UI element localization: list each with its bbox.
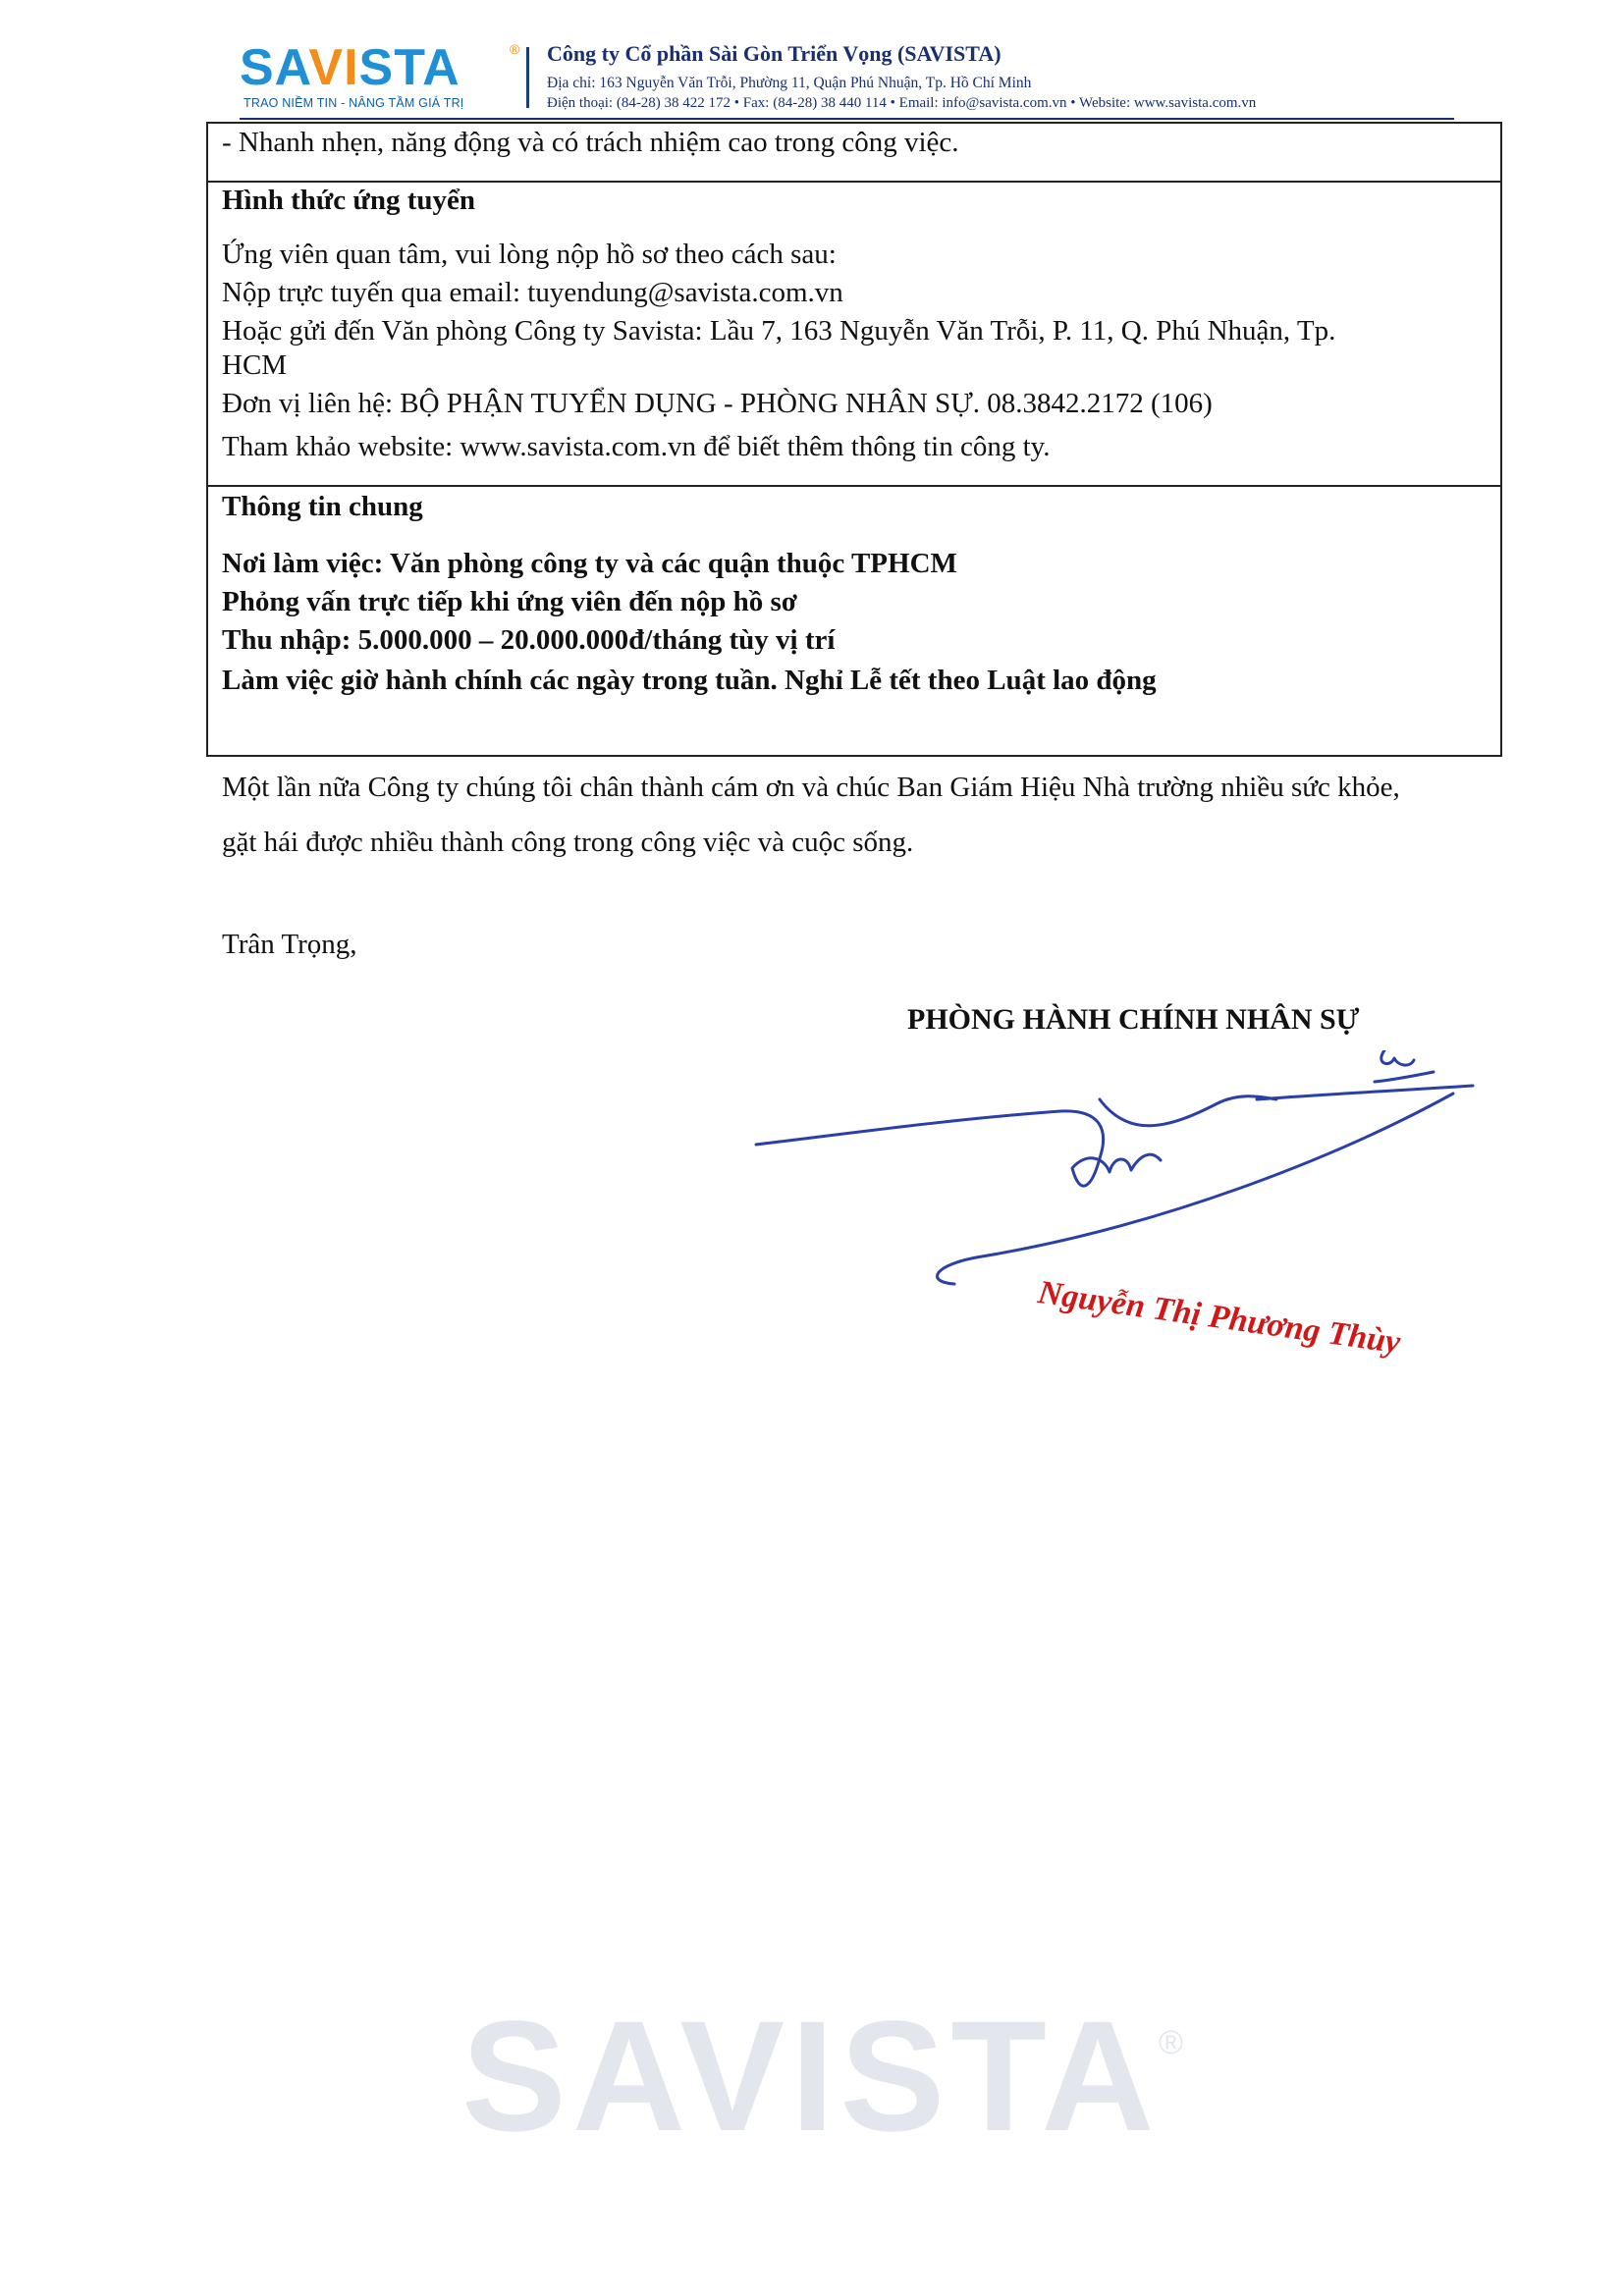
apply-line: Tham khảo website: www.savista.com.vn để biết thêm thông tin công ty.: [222, 431, 1051, 462]
general-line: Nơi làm việc: Văn phòng công ty và các quận thuộc TPHCM: [222, 548, 957, 579]
apply-line: HCM: [222, 349, 288, 381]
apply-line: Nộp trực tuyến qua email: tuyendung@savista.com.vn: [222, 277, 843, 308]
company-address: Địa chỉ: 163 Nguyễn Văn Trỗi, Phường 11, Quận Phú Nhuận, Tp. Hồ Chí Minh: [547, 75, 1032, 91]
logo-wordmark-text: SAVISTA: [240, 39, 460, 96]
watermark-registered-mark: ®: [1159, 2024, 1184, 2061]
logo-tagline: TRAO NIỀM TIN - NÂNG TẦM GIÁ TRỊ: [244, 96, 464, 110]
table-row-divider: [206, 485, 1502, 487]
apply-line: Hoặc gửi đến Văn phòng Công ty Savista: Lầu 7, 163 Nguyễn Văn Trỗi, P. 11, Q. Phú Nhuận, Tp.: [222, 315, 1336, 347]
header-rule: [240, 118, 1454, 120]
apply-section-title: Hình thức ứng tuyển: [222, 185, 475, 216]
apply-line: Ứng viên quan tâm, vui lòng nộp hồ sơ theo cách sau:: [222, 239, 837, 270]
watermark-logo: SAVISTA: [461, 1988, 1161, 2163]
company-contact: Điện thoại: (84-28) 38 422 172 • Fax: (84-28) 38 440 114 • Email: info@savista.com.vn • Website: www.savista.com.vn: [547, 95, 1257, 111]
general-line: Làm việc giờ hành chính các ngày trong tuần. Nghỉ Lễ tết theo Luật lao động: [222, 665, 1157, 696]
department-title: PHÒNG HÀNH CHÍNH NHÂN SỰ: [907, 1003, 1360, 1036]
company-name: Công ty Cổ phần Sài Gòn Triển Vọng (SAVISTA): [547, 41, 1001, 66]
closing-regards: Trân Trọng,: [222, 929, 357, 960]
apply-line: Đơn vị liên hệ: BỘ PHẬN TUYỂN DỤNG - PHÒNG NHÂN SỰ. 08.3842.2172 (106): [222, 388, 1213, 419]
header-divider: [526, 47, 529, 108]
closing-line: gặt hái được nhiều thành công trong công việc và cuộc sống.: [222, 827, 914, 858]
general-section-title: Thông tin chung: [222, 491, 423, 522]
company-logo: [240, 39, 520, 112]
logo-registered-mark: ®: [510, 41, 520, 57]
closing-line: Một lần nữa Công ty chúng tôi chân thành cám ơn và chúc Ban Giám Hiệu Nhà trường nhiều sức khỏe,: [222, 772, 1400, 803]
general-line: Thu nhập: 5.000.000 – 20.000.000đ/tháng tùy vị trí: [222, 624, 836, 656]
requirement-line: - Nhanh nhẹn, năng động và có trách nhiệm cao trong công việc.: [222, 127, 959, 158]
general-line: Phỏng vấn trực tiếp khi ứng viên đến nộp hồ sơ: [222, 586, 797, 617]
logo-wordmark: [240, 39, 519, 96]
signer-name: Nguyễn Thị Phương Thùy: [1035, 1274, 1403, 1362]
